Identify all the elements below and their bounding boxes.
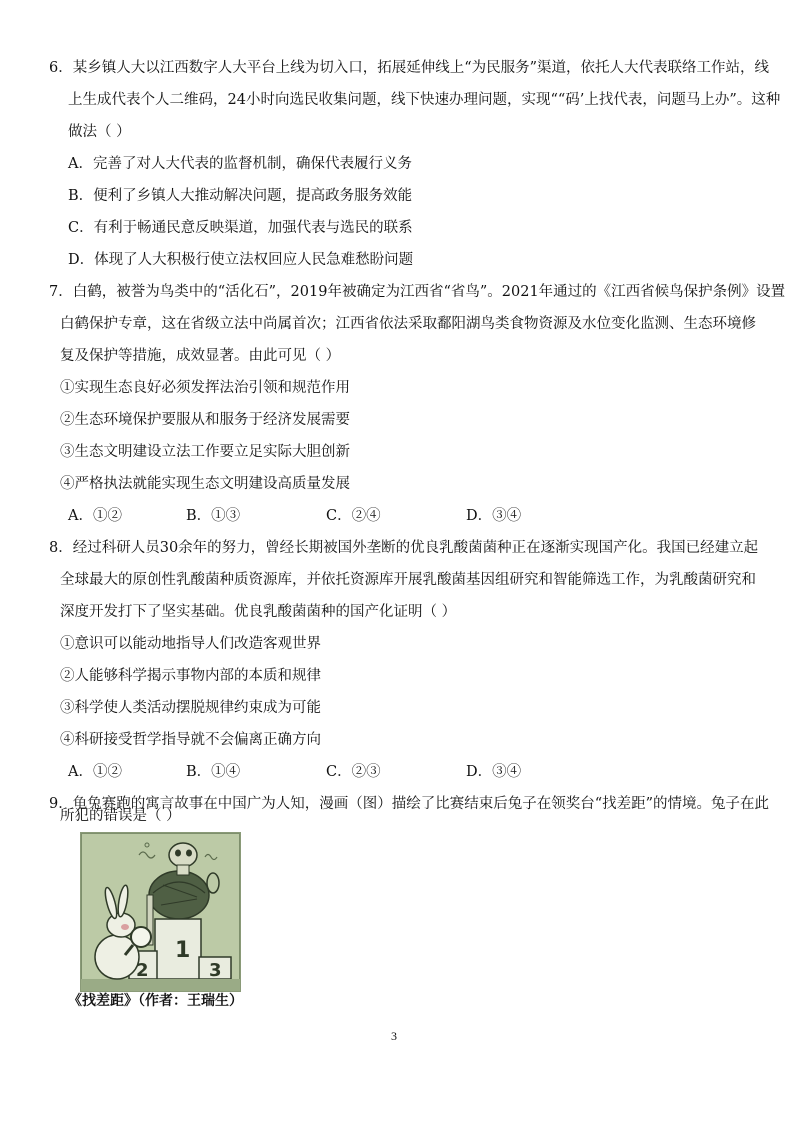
q8-option-a: A．①② — [68, 764, 122, 780]
q7-line-1: 7．白鹤，被誉为鸟类中的“活化石”，2019年被确定为江西省“省鸟”。2021年通过的《江西省候鸟保护条例》设置 — [49, 284, 786, 300]
q7-option-d: D．③④ — [466, 508, 522, 524]
q7-item-1: ①实现生态良好必须发挥法治引领和规范作用 — [60, 380, 350, 396]
q6-line-1: 6．某乡镇人大以江西数字人大平台上线为切入口，拓展延伸线上“为民服务”渠道，依托人大代表联络工作站，线 — [49, 60, 770, 76]
q8-line-2: 全球最大的原创性乳酸菌种质资源库，并依托资源库开展乳酸菌基因组研究和智能筛选工作，为乳酸菌研究和 — [60, 572, 756, 588]
q9-line-1: 9．龟兔赛跑的寓言故事在中国广为人知，漫画（图）描绘了比赛结束后兔子在领奖台“找差距”的情境。兔子在此 — [49, 796, 770, 812]
page-number: 3 — [391, 1029, 397, 1043]
podium-third-label: 3 — [209, 960, 222, 981]
q7-option-b: B．①③ — [186, 508, 241, 524]
q8-item-3: ③科学使人类活动摆脱规律约束成为可能 — [60, 700, 321, 716]
cartoon-caption: 《找差距》（作者：王瑞生） — [68, 993, 243, 1009]
q6-line-2: 上生成代表个人二维码，24小时向选民收集问题，线下快速办理问题，实现““码’上找代表，问题马上办”。这种 — [68, 92, 781, 108]
q7-item-3: ③生态文明建设立法工作要立足实际大胆创新 — [60, 444, 350, 460]
q7-item-4: ④严格执法就能实现生态文明建设高质量发展 — [60, 476, 350, 492]
q6-option-d: D．体现了人大积极行使立法权回应人民急难愁盼问题 — [68, 252, 414, 268]
q8-item-1: ①意识可以能动地指导人们改造客观世界 — [60, 636, 321, 652]
q8-line-1: 8．经过科研人员30余年的努力，曾经长期被国外垄断的优良乳酸菌菌种正在逐渐实现国产化。我国已经建立起 — [49, 540, 759, 556]
q7-line-2: 白鹤保护专章，这在省级立法中尚属首次；江西省依法采取鄱阳湖鸟类食物资源及水位变化监测、生态环境修 — [60, 316, 756, 332]
q8-item-2: ②人能够科学揭示事物内部的本质和规律 — [60, 668, 321, 684]
q8-line-3: 深度开发打下了坚实基础。优良乳酸菌菌种的国产化证明（ ） — [60, 604, 457, 620]
q7-option-a: A．①② — [68, 508, 122, 524]
q8-option-d: D．③④ — [466, 764, 522, 780]
podium-second-label: 2 — [136, 960, 149, 981]
q8-option-b: B．①④ — [186, 764, 241, 780]
cartoon-image — [80, 832, 241, 992]
q7-option-c: C．②④ — [326, 508, 381, 524]
q7-item-2: ②生态环境保护要服从和服务于经济发展需要 — [60, 412, 350, 428]
q6-option-b: B．便利了乡镇人大推动解决问题，提高政务服务效能 — [68, 188, 413, 204]
q8-item-4: ④科研接受哲学指导就不会偏离正确方向 — [60, 732, 321, 748]
q9-line-2: 所犯的错误是（ ） — [60, 808, 181, 824]
q8-option-c: C．②③ — [326, 764, 381, 780]
q6-option-c: C．有利于畅通民意反映渠道，加强代表与选民的联系 — [68, 220, 413, 236]
q6-option-a: A．完善了对人大代表的监督机制，确保代表履行义务 — [68, 156, 412, 172]
cartoon-drawing — [81, 833, 240, 991]
q6-line-3: 做法（ ） — [68, 124, 131, 140]
podium-first-label: 1 — [175, 938, 191, 963]
q7-line-3: 复及保护等措施，成效显著。由此可见（ ） — [60, 348, 341, 364]
